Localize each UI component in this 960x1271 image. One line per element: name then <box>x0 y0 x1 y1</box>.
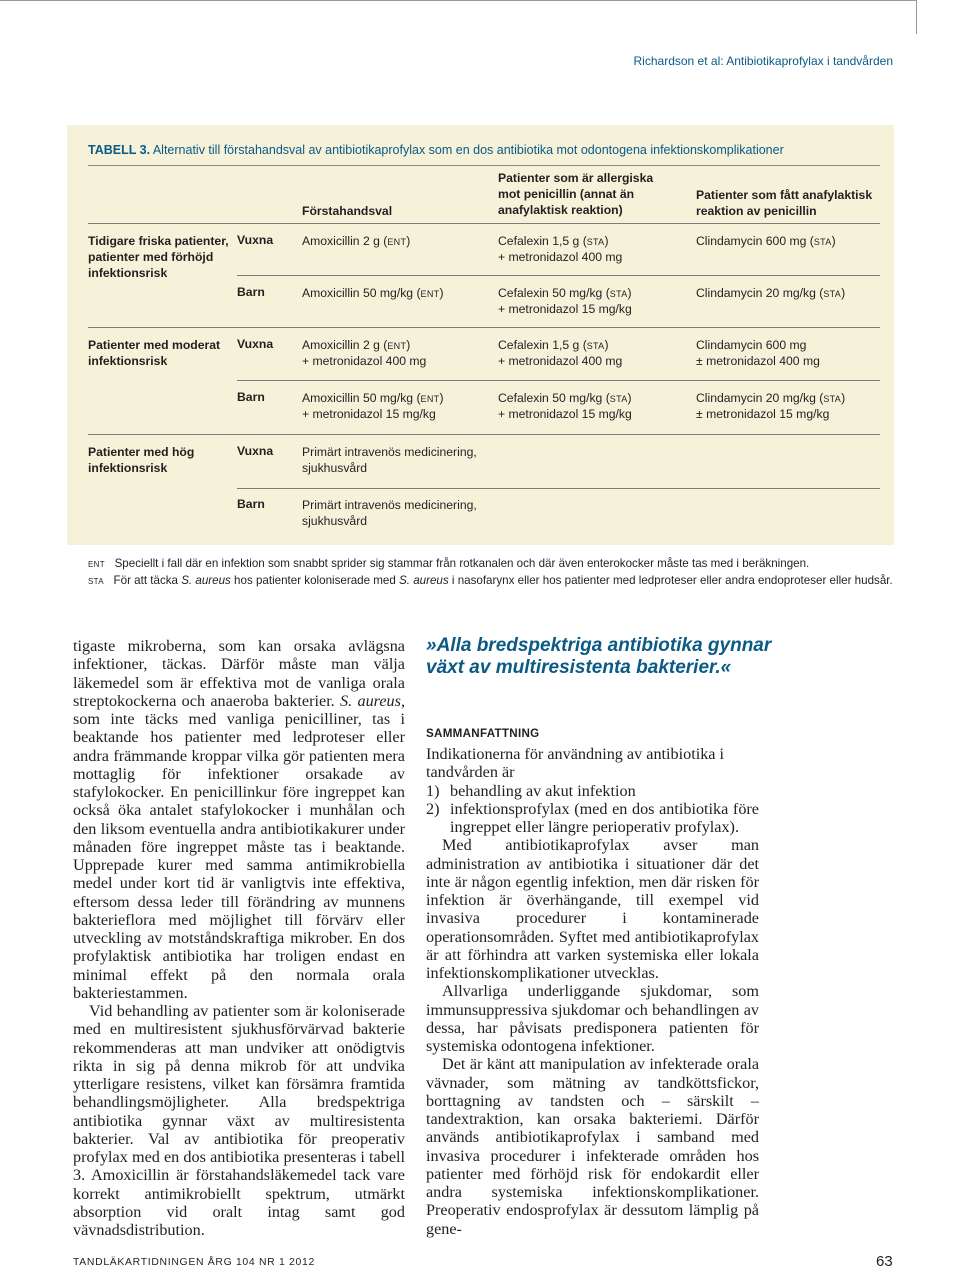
group-label-high: Patienter med hög infektionsrisk <box>88 445 195 475</box>
table-cell: Primärt intravenös medicinering, sjukhusvård <box>302 445 477 475</box>
body-column-left <box>73 637 405 1239</box>
table-cell: Amoxicillin 50 mg/kg (ent) <box>302 286 444 300</box>
summary-column <box>426 745 759 1238</box>
age-child: Barn <box>237 497 265 511</box>
pull-quote: »Alla bredspektriga antibiotika gynnar växt av multiresistenta bakterier.« <box>426 635 772 678</box>
table-caption-text: Alternativ till förstahandsval av antibiotikaprofylax som en dos antibiotika mot odontogena infektionskomplikationer <box>152 143 784 157</box>
group-divider <box>88 327 880 328</box>
table-cell: Cefalexin 1,5 g (sta) + metronidazol 400 mg <box>498 338 623 368</box>
age-adult: Vuxna <box>237 233 274 247</box>
page-number: 63 <box>876 1253 893 1270</box>
paragraph: Det är känt att manipulation av infekterade orala vävnader, som mätning av tandköttsfickor, borttagning av tandsten och – särskilt – tandextraktion, kan orsaka bakteriemi. Därför används antibiotikaprofylax i samband med invasiva procedurer i infekterade områden hos patienter med förhöjd risk för endokardit eller andra systemiska infektionskomplikationer. Preoperativ endosprofylax är dessutom lämplig på gene- <box>426 1055 759 1238</box>
table-cell: Clindamycin 20 mg/kg (sta) <box>696 286 846 300</box>
paragraph: Allvarliga underliggande sjukdomar, som immunsuppressiva sjukdomar och behandlingen av dessa, har påvisats predisponera patienten för systemiska odontogena infektioner. <box>426 982 759 1055</box>
paragraph: Med antibiotikaprofylax avser man administration av antibiotika i situationer där det inte är någon egentlig infektion, men där risken för infektion är överhängande, till exempel vid invasiva procedurer i kontaminerade operationsområden. Syftet med antibiotikaprofylax är att förhindra att varken systemiska eller lokala infektionskomplikationer utvecklas. <box>426 836 759 982</box>
note-sta: sta För att täcka S. aureus hos patienter koloniserade med S. aureus i nasofarynx eller hos patienter med ledproteser eller andra endoproteser eller hudsår. <box>88 574 893 587</box>
age-child: Barn <box>237 390 265 404</box>
table-cell: Amoxicillin 2 g (ent) <box>302 234 411 248</box>
table-caption <box>88 143 784 157</box>
table-cell: Amoxicillin 2 g (ent) + metronidazol 400 mg <box>302 338 427 368</box>
age-child: Barn <box>237 285 265 299</box>
age-adult: Vuxna <box>237 444 274 458</box>
header-first-choice: Förstahandsval <box>302 204 393 218</box>
row-divider <box>237 380 880 381</box>
caption-divider <box>88 165 880 166</box>
group-divider <box>88 434 880 435</box>
row-divider <box>237 275 880 276</box>
group-label-healthy: Tidigare friska patienter, patienter med förhöjd infektionsrisk <box>88 234 229 280</box>
summary-intro: Indikationerna för användning av antibiotika i tandvården är <box>426 745 725 782</box>
table-label: TABELL 3. <box>88 143 151 157</box>
table-cell: Primärt intravenös medicinering, sjukhusvård <box>302 498 477 528</box>
summary-heading: SAMMANFATTNING <box>426 727 540 740</box>
table-cell: Cefalexin 1,5 g (sta) + metronidazol 400 mg <box>498 234 623 264</box>
paragraph: Vid behandling av patienter som är koloniserade med en multiresistent sjukhusförvärvad bakterie rekommenderas att man undviker att onödigtvis rikta in sig på denna mikrob för att undvika ytterligare resistens, vilket kan försämra framtida behandlingsmöjligheter. Alla bredspektriga antibiotika gynnar växt av multiresistenta bakterier. Val av antibiotika för preoperativ profylax med en dos antibiotika presenteras i tabell 3. Amoxicillin är förstahandsläkemedel tack vare korrekt antimikrobiellt spektrum, utmärkt absorption vid oralt intag samt god vävnadsdistribution. <box>73 1002 405 1239</box>
header-anaphylactic: Patienter som fått anafylaktisk reaktion av penicillin <box>696 188 873 218</box>
header-allergic: Patienter som är allergiska mot penicillin (annat än anafylaktisk reaktion) <box>498 171 654 217</box>
table-notes <box>88 555 893 589</box>
journal-footer: TANDLÄKARTIDNINGEN ÅRG 104 NR 1 2012 <box>73 1257 315 1268</box>
table-cell: Clindamycin 20 mg/kg (sta) ± metronidazol 15 mg/kg <box>696 391 846 421</box>
running-head: Richardson et al: Antibiotikaprofylax i tandvården <box>633 54 893 68</box>
table-cell: Cefalexin 50 mg/kg (sta) + metronidazol 15 mg/kg <box>498 391 632 421</box>
table-cell: Cefalexin 50 mg/kg (sta) + metronidazol 15 mg/kg <box>498 286 632 316</box>
note-ent: ent Speciellt i fall där en infektion som snabbt sprider sig stammar från rotkanalen och där även enterokocker måste tas med i beräkningen. <box>88 557 810 570</box>
list-item: 1) behandling av akut infektion <box>426 781 636 800</box>
table-cell: Clindamycin 600 mg (sta) <box>696 234 836 248</box>
list-item: 2) infektionsprofylax (med en dos antibiotika före ingreppet eller längre perioperativ profylax). <box>426 799 759 836</box>
table-cell: Amoxicillin 50 mg/kg (ent) + metronidazol 15 mg/kg <box>302 391 444 421</box>
group-label-moderate: Patienter med moderat infektionsrisk <box>88 338 221 368</box>
crop-mark <box>0 0 916 1</box>
age-adult: Vuxna <box>237 337 274 351</box>
paragraph: tigaste mikroberna, som kan orsaka avlägsna infektioner, täckas. Därför måste man välja läkemedel som är effektiva mot de vanliga orala streptokockerna och anaeroba bakterier. S. aureus, som inte täcks med vanliga penicilliner, tas i beaktande hos patienter med ledproteser eller andra främmande kroppar vilka gör patienten mera mottaglig för infektioner orsakade av stafylokocker. En penicillinkur före ingreppet kan också öka antalet stafylokocker i munhålan och den liksom eventuella andra antibiotikakurer under månaden före ingreppet måste tas i beaktande. Upprepade kurer med samma antimikrobiella medel under kort tid är vanligtvis inte effektiva, eftersom dessa leder till förändring av munnens bakterieflora med möjlighet till förvärv eller utveckling av motståndskraftiga mikrober. En dos profylaktisk antibiotika har troligen endast en minimal effekt på den normala orala bakteriestammen. <box>73 637 405 1002</box>
table-cell: Clindamycin 600 mg ± metronidazol 400 mg <box>696 338 820 368</box>
row-divider <box>237 488 880 489</box>
header-divider <box>88 223 880 224</box>
